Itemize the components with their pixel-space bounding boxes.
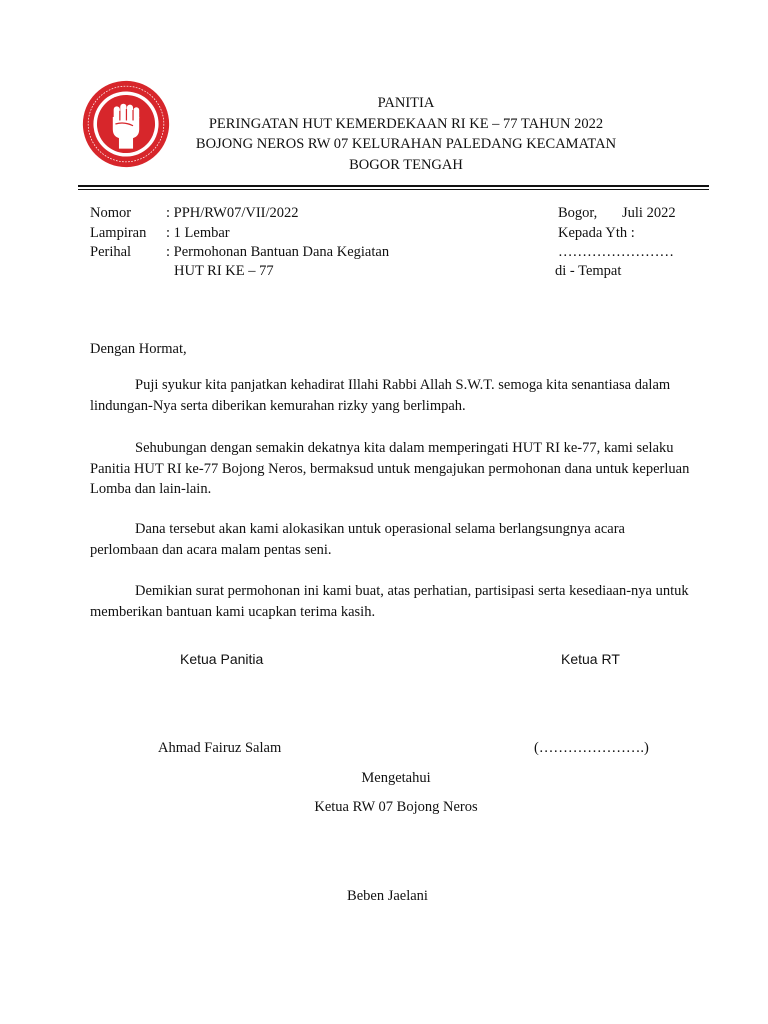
header-line-1: PANITIA bbox=[377, 95, 435, 111]
ketua-rw-title: Ketua RW 07 Bojong Neros bbox=[314, 799, 478, 815]
perihal-label: Perihal bbox=[90, 244, 132, 260]
letter-city: Bogor, bbox=[558, 205, 598, 221]
paragraph-2: Sehubungan dengan semakin dekatnya kita dalam memperingati HUT RI ke-77, kami selaku Panitia HUT RI ke-77 Bojong Neros, bermaksud untuk mengajukan permohonan dana untuk keperluan Lomba dan lain-lain. bbox=[90, 440, 690, 497]
recipient-kepada: Kepada Yth : bbox=[558, 225, 635, 241]
greeting: Dengan Hormat, bbox=[90, 341, 187, 357]
header-divider-thin bbox=[78, 189, 709, 190]
letterhead bbox=[180, 93, 632, 175]
nomor-label: Nomor bbox=[90, 205, 132, 221]
header-line-3: BOJONG NEROS RW 07 KELURAHAN PALEDANG KECAMATAN bbox=[195, 136, 617, 152]
lampiran-label: Lampiran bbox=[90, 225, 147, 241]
header-line-2: PERINGATAN HUT KEMERDEKAAN RI KE – 77 TAHUN 2022 bbox=[208, 115, 604, 132]
ketua-rw-name: Beben Jaelani bbox=[347, 888, 428, 904]
paragraph-4: Demikian surat permohonan ini kami buat, atas perhatian, partisipasi serta kesediaan-nya untuk memberikan bantuan kami ucapkan terima kasih. bbox=[90, 583, 689, 620]
ketua-panitia-name: Ahmad Fairuz Salam bbox=[158, 740, 282, 756]
perihal-value-line-2: HUT RI KE – 77 bbox=[174, 263, 274, 279]
ketua-rt-name-placeholder: (………………….) bbox=[534, 740, 649, 756]
letter-date: Juli 2022 bbox=[622, 205, 676, 221]
nomor-value: : PPH/RW07/VII/2022 bbox=[166, 205, 299, 221]
lampiran-value: : 1 Lembar bbox=[166, 225, 230, 241]
raised-fist-logo bbox=[82, 80, 170, 168]
header-line-4: BOGOR TENGAH bbox=[349, 156, 463, 173]
ketua-rt-title: Ketua RT bbox=[561, 651, 620, 667]
header-divider-thick bbox=[78, 185, 709, 187]
recipient-dots: …………………… bbox=[558, 244, 674, 260]
mengetahui-label: Mengetahui bbox=[361, 770, 431, 786]
paragraph-1: Puji syukur kita panjatkan kehadirat Illahi Rabbi Allah S.W.T. semoga kita senantiasa dalam lindungan-Nya serta diberikan kemurahan rizky yang berlimpah. bbox=[90, 377, 671, 414]
paragraph-3: Dana tersebut akan kami alokasikan untuk operasional selama berlangsungnya acara perlombaan dan acara malam pentas seni. bbox=[90, 521, 625, 558]
ketua-panitia-title: Ketua Panitia bbox=[180, 651, 264, 667]
perihal-value-line-1: : Permohonan Bantuan Dana Kegiatan bbox=[166, 244, 390, 260]
recipient-place: di - Tempat bbox=[555, 263, 622, 279]
